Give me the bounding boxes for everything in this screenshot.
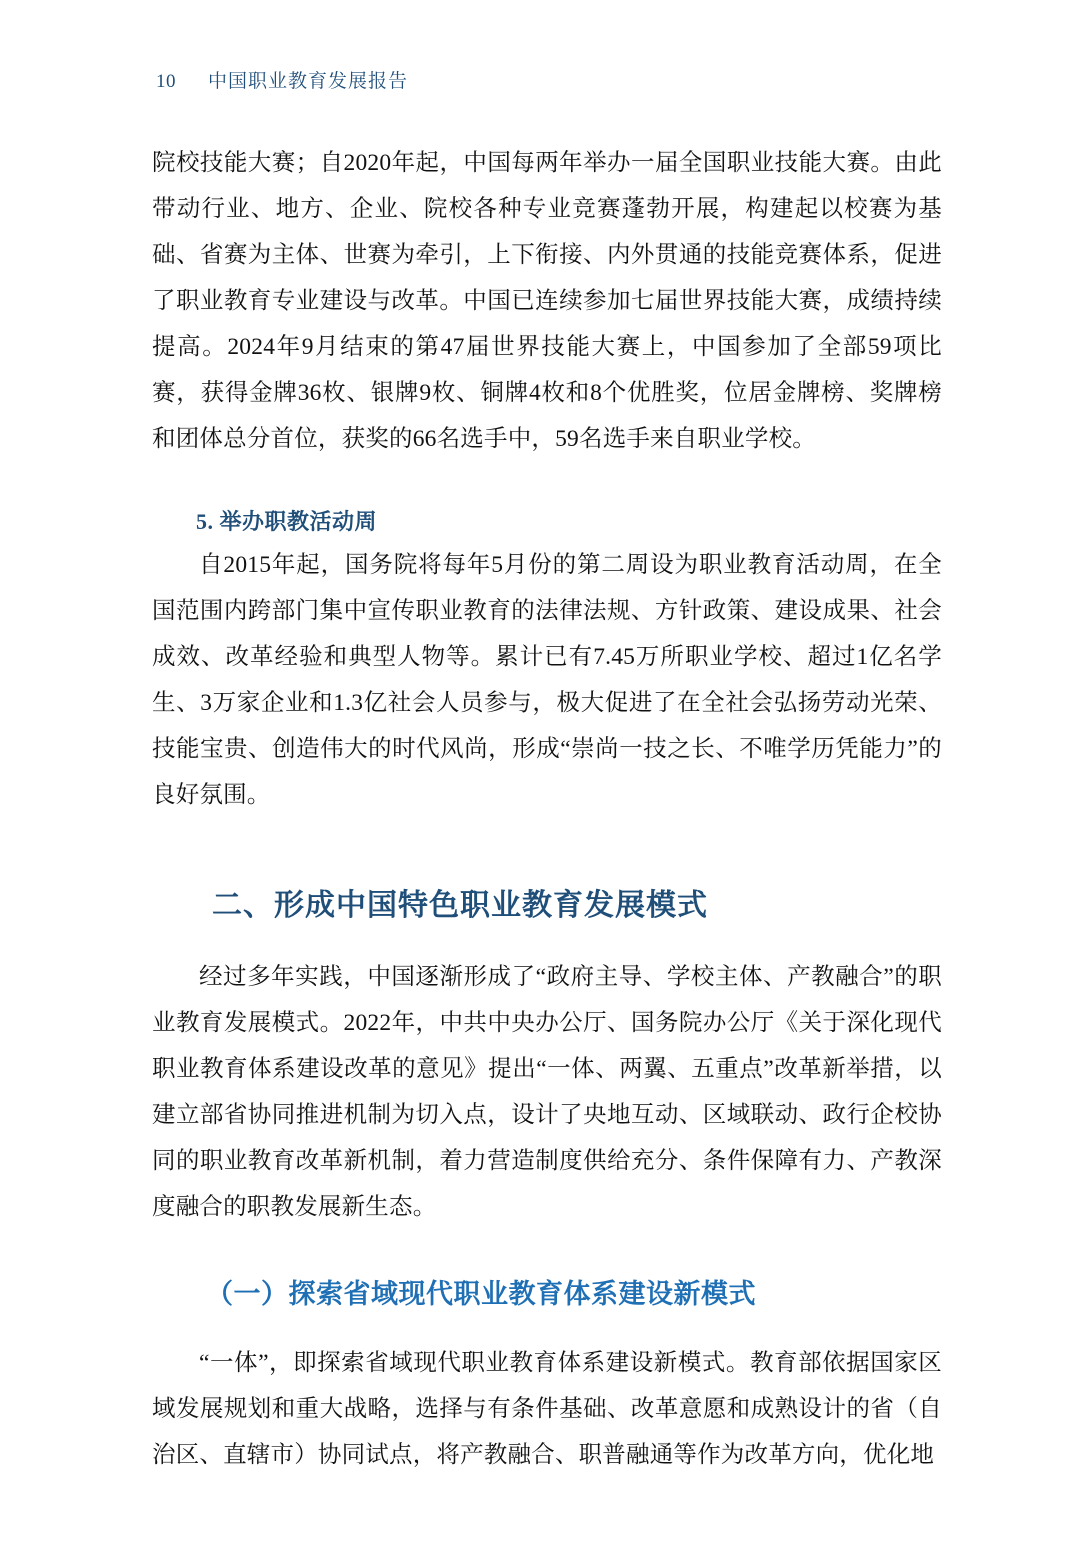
paragraph-vocational-education-week: 自2015年起，国务院将每年5月份的第二周设为职业教育活动周，在全国范围内跨部门集中宣传职业教育的法律法规、方针政策、建设成果、社会成效、改革经验和典型人物等。累计已有7.45万所职业学校、超过1亿名学生、3万家企业和1.3亿社会人员参与，极大促进了在全社会弘扬劳动光荣、技能宝贵、创造伟大的时代风尚，形成“崇尚一技之长、不唯学历凭能力”的良好氛围。 [152, 552, 942, 808]
page-content [152, 140, 942, 1478]
spacer [152, 818, 942, 880]
spacer [152, 932, 942, 954]
subsection-heading-one: （一）探索省域现代职业教育体系建设新模式 [206, 1279, 756, 1309]
page-number: 10 [156, 71, 176, 92]
running-head-title: 中国职业教育发展报告 [208, 71, 409, 92]
spacer [152, 1318, 942, 1340]
spacer [152, 462, 942, 502]
paragraph-skills-competition: 院校技能大赛；自2020年起，中国每两年举办一届全国职业技能大赛。由此带动行业、地方、企业、院校各种专业竞赛蓬勃开展，构建起以校赛为基础、省赛为主体、世赛为牵引，上下衔接、内外贯通的技能竞赛体系，促进了职业教育专业建设与改革。中国已连续参加七届世界技能大赛，成绩持续提高。2024年9月结束的第47届世界技能大赛上，中国参加了全部59项比赛，获得金牌36枚、银牌9枚、铜牌4枚和8个优胜奖，位居金牌榜、奖牌榜和团体总分首位，获奖的66名选手中，59名选手来自职业学校。 [152, 150, 942, 452]
spacer [152, 1230, 942, 1270]
paragraph-development-model: 经过多年实践，中国逐渐形成了“政府主导、学校主体、产教融合”的职业教育发展模式。2022年，中共中央办公厅、国务院办公厅《关于深化现代职业教育体系建设改革的意见》提出“一体、两翼、五重点”改革新举措，以建立部省协同推进机制为切入点，设计了央地互动、区域联动、政行企校协同的职业教育改革新机制，着力营造制度供给充分、条件保障有力、产教深度融合的职教发展新生态。 [152, 964, 942, 1220]
paragraph-provincial-exploration: “一体”，即探索省域现代职业教育体系建设新模式。教育部依据国家区域发展规划和重大战略，选择与有条件基础、改革意愿和成熟设计的省（自治区、直辖市）协同试点，将产教融合、职普融通等作为改革方向，优化地 [152, 1350, 942, 1468]
sub-heading-5: 5. 举办职教活动周 [196, 509, 378, 534]
running-head [156, 66, 408, 93]
section-heading-two: 二、形成中国特色职业教育发展模式 [212, 889, 708, 922]
